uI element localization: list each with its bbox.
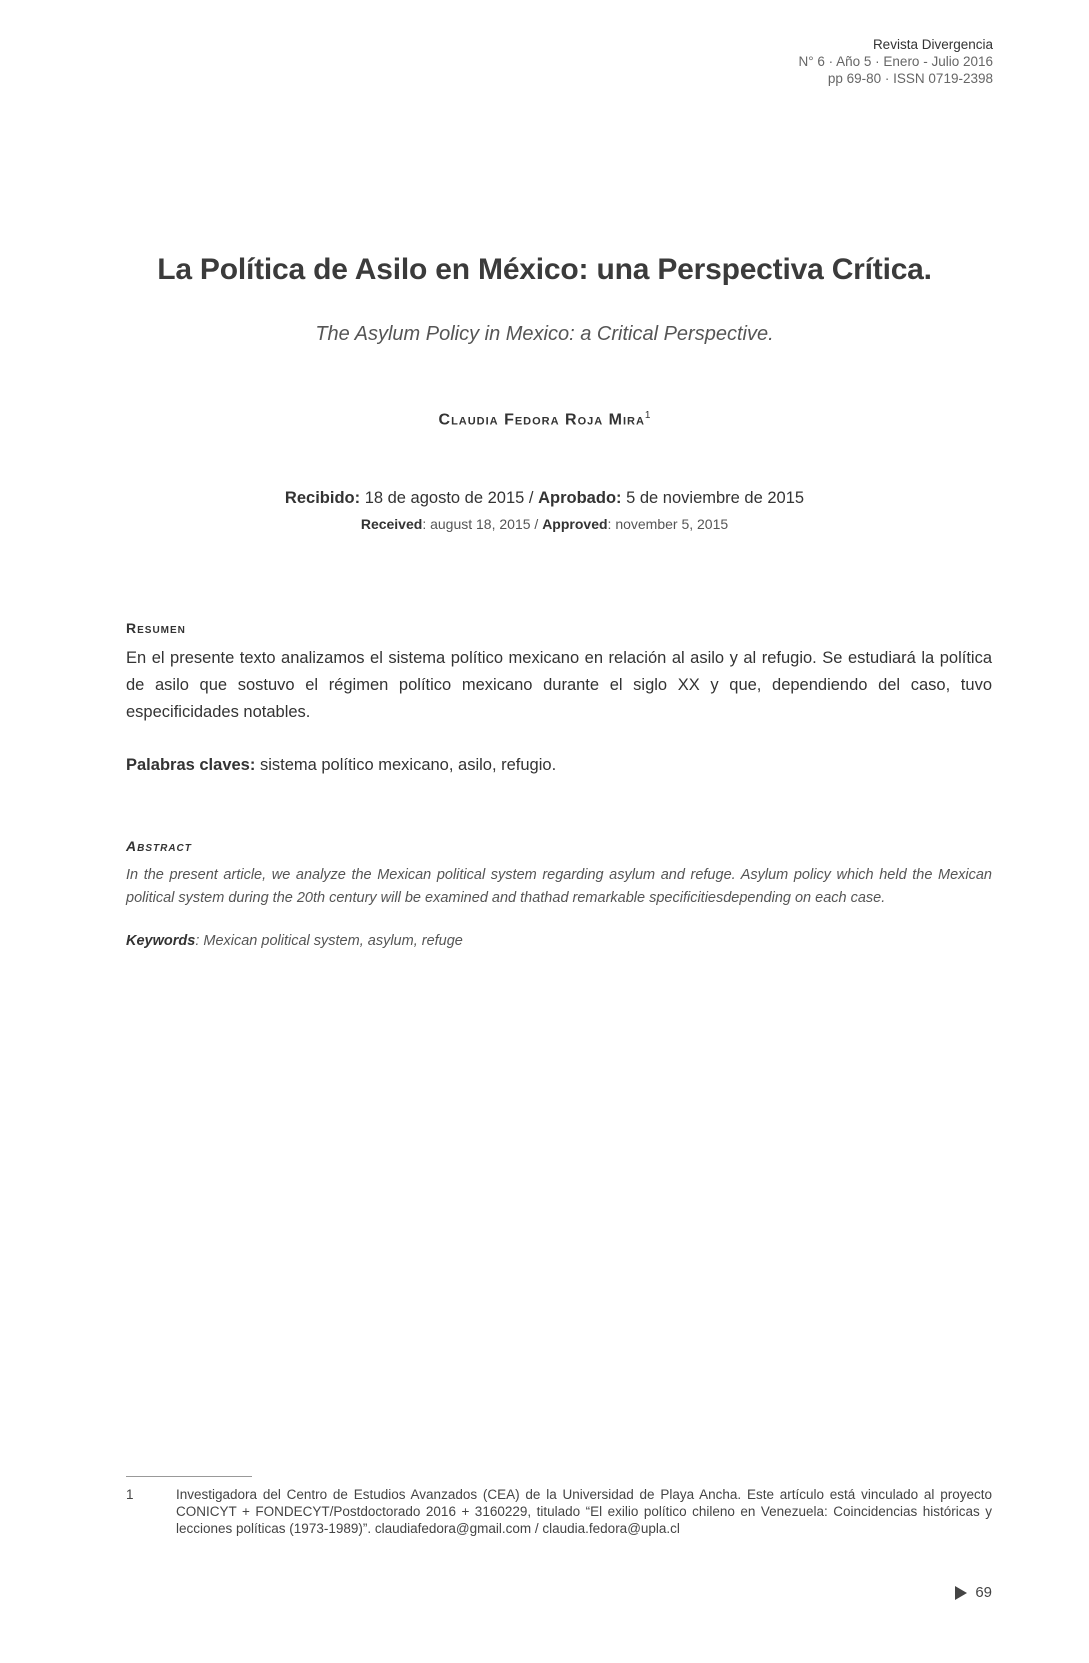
palabras-claves bbox=[126, 756, 992, 775]
dates-english: Received: august 18, 2015 / Approved: november 5, 2015 bbox=[360, 516, 729, 532]
journal-pages-issn: pp 69-80 · ISSN 0719-2398 bbox=[827, 71, 993, 86]
dates-spanish: Recibido: 18 de agosto de 2015 / Aprobado: 5 de noviembre de 2015 bbox=[284, 489, 805, 507]
footnote-number: 1 bbox=[126, 1487, 134, 1502]
received-label: Received bbox=[360, 516, 423, 532]
palabras-label: Palabras claves: bbox=[126, 756, 256, 774]
author-name: Claudia Fedora Roja Mira bbox=[438, 411, 645, 429]
journal-issue: N° 6 · Año 5 · Enero - Julio 2016 bbox=[798, 54, 993, 69]
journal-header bbox=[798, 36, 993, 87]
article-subtitle: The Asylum Policy in Mexico: a Critical Perspective. bbox=[315, 323, 774, 345]
keywords-value: Mexican political system, asylum, refuge bbox=[203, 933, 463, 949]
resumen-heading: Resumen bbox=[126, 620, 186, 636]
palabras-value: sistema político mexicano, asilo, refugio. bbox=[259, 756, 557, 774]
triangle-right-icon bbox=[955, 1586, 967, 1600]
page-number-area bbox=[955, 1584, 992, 1601]
article-title: La Política de Asilo en México: una Perspectiva Crítica. bbox=[157, 253, 932, 286]
aprobado-label: Aprobado: bbox=[538, 489, 622, 507]
footnote-text: Investigadora del Centro de Estudios Avanzados (CEA) de la Universidad de Playa Ancha. Este artículo está vinculado al proyecto CONICYT + FONDECYT/Postdoctorado 2016 + 3160229, titulado “El exilio político chileno en Venezuela: Coincidencias históricas y lecciones políticas (1973-1989)”. claudiafedora@gmail.com / claudia.fedora@upla.cl bbox=[176, 1487, 992, 1536]
recibido-label: Recibido: bbox=[284, 489, 361, 507]
footnote-divider bbox=[126, 1476, 252, 1477]
keywords: Keywords: Mexican political system, asylum, refuge bbox=[126, 933, 463, 949]
approved-label: Approved bbox=[542, 516, 608, 532]
resumen-body: En el presente texto analizamos el sistema político mexicano en relación al asilo y al refugio. Se estudiará la política de asilo que sostuvo el régimen político mexicano durante el siglo XX y que, dependiendo del caso, tuvo especificidades notables. bbox=[126, 649, 992, 721]
keywords-label: Keywords bbox=[126, 933, 196, 949]
author-line bbox=[0, 410, 1089, 429]
page-number: 69 bbox=[975, 1584, 992, 1601]
abstract-body: In the present article, we analyze the Mexican political system regarding asylum and refuge. Asylum policy which held the Mexican political system during the 20th century will be examined and thathad remarkable specificitiesdepending on each case. bbox=[126, 867, 992, 906]
aprobado-date: 5 de noviembre de 2015 bbox=[626, 489, 805, 507]
journal-name: Revista Divergencia bbox=[872, 37, 993, 52]
received-date: august 18, 2015 bbox=[430, 516, 531, 532]
abstract-heading: Abstract bbox=[126, 838, 192, 854]
recibido-date: 18 de agosto de 2015 bbox=[364, 489, 525, 507]
author-footnote-ref[interactable]: 1 bbox=[644, 410, 651, 421]
approved-date: november 5, 2015 bbox=[615, 516, 729, 532]
